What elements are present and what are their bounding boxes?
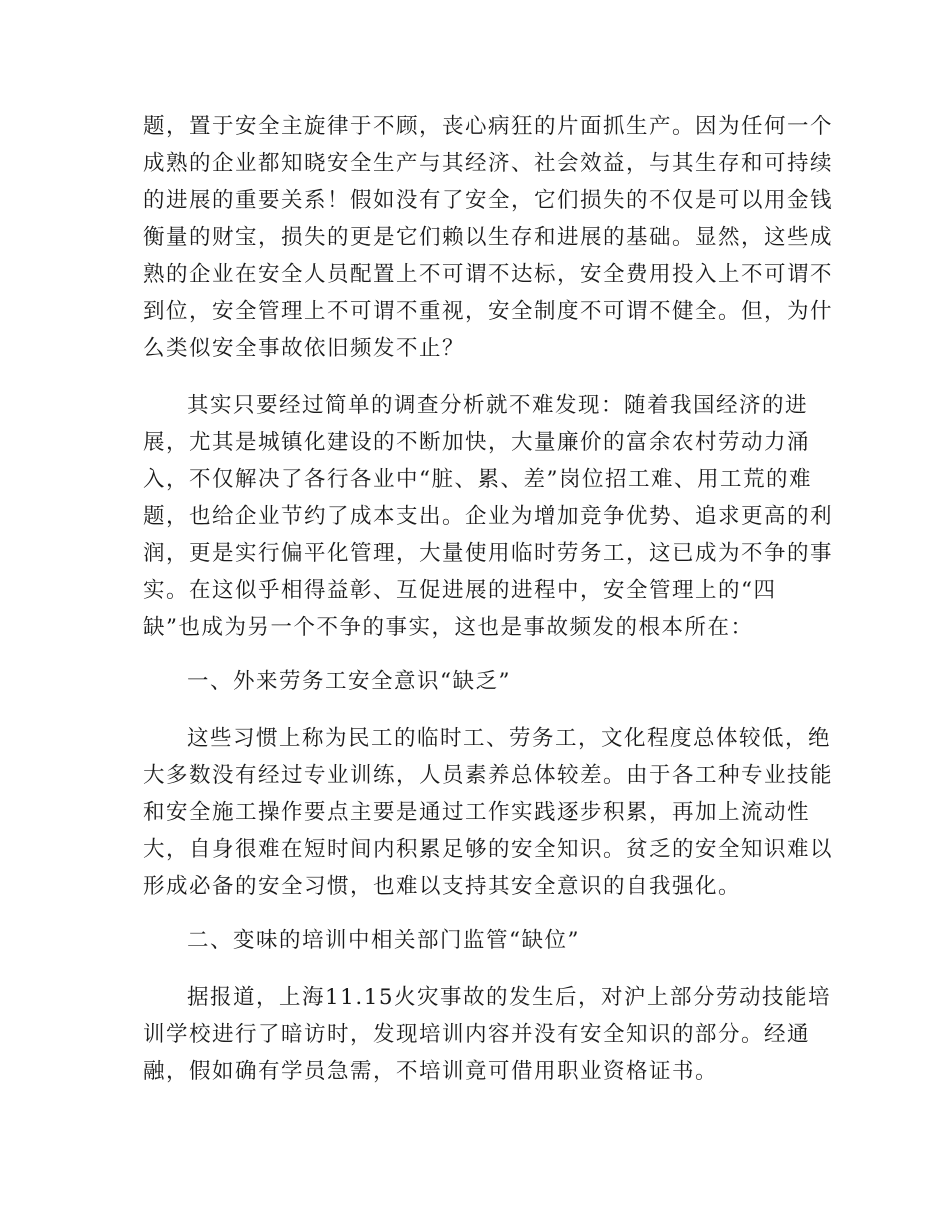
heading-text: 二、变味的培训中相关部门监管“缺位” — [187, 928, 580, 953]
text-line: 展，尤其是城镇化建设的不断加快，大量廉价的富余农村劳动力涌 — [143, 430, 811, 455]
text-line: 题，置于安全主旋律于不顾，丧心病狂的片面抓生产。因为任何一个 — [143, 114, 834, 139]
text-line: 大多数没有经过专业训练，人员素养总体较差。由于各工种专业技能 — [143, 763, 834, 788]
paragraph-3 — [143, 720, 834, 905]
document-body — [143, 108, 834, 1090]
text-line: 缺”也成为另一个不争的事实，这也是事故频发的根本所在： — [143, 615, 754, 640]
section-heading-2 — [143, 922, 808, 959]
paragraph-4 — [143, 979, 832, 1090]
text-line: 融，假如确有学员急需，不培训竟可借用职业资格证书。 — [143, 1059, 719, 1084]
text-line: 题，也给企业节约了成本支出。企业为增加竞争优势、追求更高的利 — [143, 504, 834, 529]
text-line: 形成必备的安全习惯，也难以支持其安全意识的自我强化。 — [143, 874, 742, 899]
text-line: 成熟的企业都知晓安全生产与其经济、社会效益，与其生存和可持续 — [143, 151, 834, 176]
heading-text: 一、外来劳务工安全意识“缺乏” — [187, 669, 511, 694]
text-line: 润，更是实行偏平化管理，大量使用临时劳务工，这已成为不争的事 — [143, 541, 834, 566]
paragraph-1 — [143, 108, 834, 367]
text-line: 实。在这似乎相得益彰、互促进展的进程中，安全管理上的“四 — [143, 578, 777, 603]
paragraph-2 — [143, 387, 834, 646]
text-line: 入，不仅解决了各行各业中“脏、累、差”岗位招工难、用工荒的难 — [143, 467, 812, 492]
text-line: 其实只要经过简单的调查分析就不难发现：随着我国经济的进 — [187, 393, 809, 418]
text-line: 大，自身很难在短时间内积累足够的安全知识。贫乏的安全知识难以 — [143, 837, 834, 862]
text-line: 熟的企业在安全人员配置上不可谓不达标，安全费用投入上不可谓不 — [143, 262, 834, 287]
text-line: 么类似安全事故依旧频发不止？ — [143, 336, 466, 361]
text-line: 据报道，上海11.15火灾事故的发生后，对沪上部分劳动技能培 — [187, 985, 832, 1010]
text-line: 衡量的财宝，损失的更是它们赖以生存和进展的基础。显然，这些成 — [143, 225, 834, 250]
text-line: 和安全施工操作要点主要是通过工作实践逐步积累，再加上流动性 — [143, 800, 811, 825]
text-line: 的进展的重要关系！假如没有了安全，它们损失的不仅是可以用金钱 — [143, 188, 834, 213]
text-line: 这些习惯上称为民工的临时工、劳务工，文化程度总体较低，绝 — [187, 726, 832, 751]
text-line: 训学校进行了暗访时，发现培训内容并没有安全知识的部分。经通 — [143, 1022, 811, 1047]
text-line: 到位，安全管理上不可谓不重视，安全制度不可谓不健全。但，为什 — [143, 299, 834, 324]
section-heading-1 — [143, 663, 808, 700]
